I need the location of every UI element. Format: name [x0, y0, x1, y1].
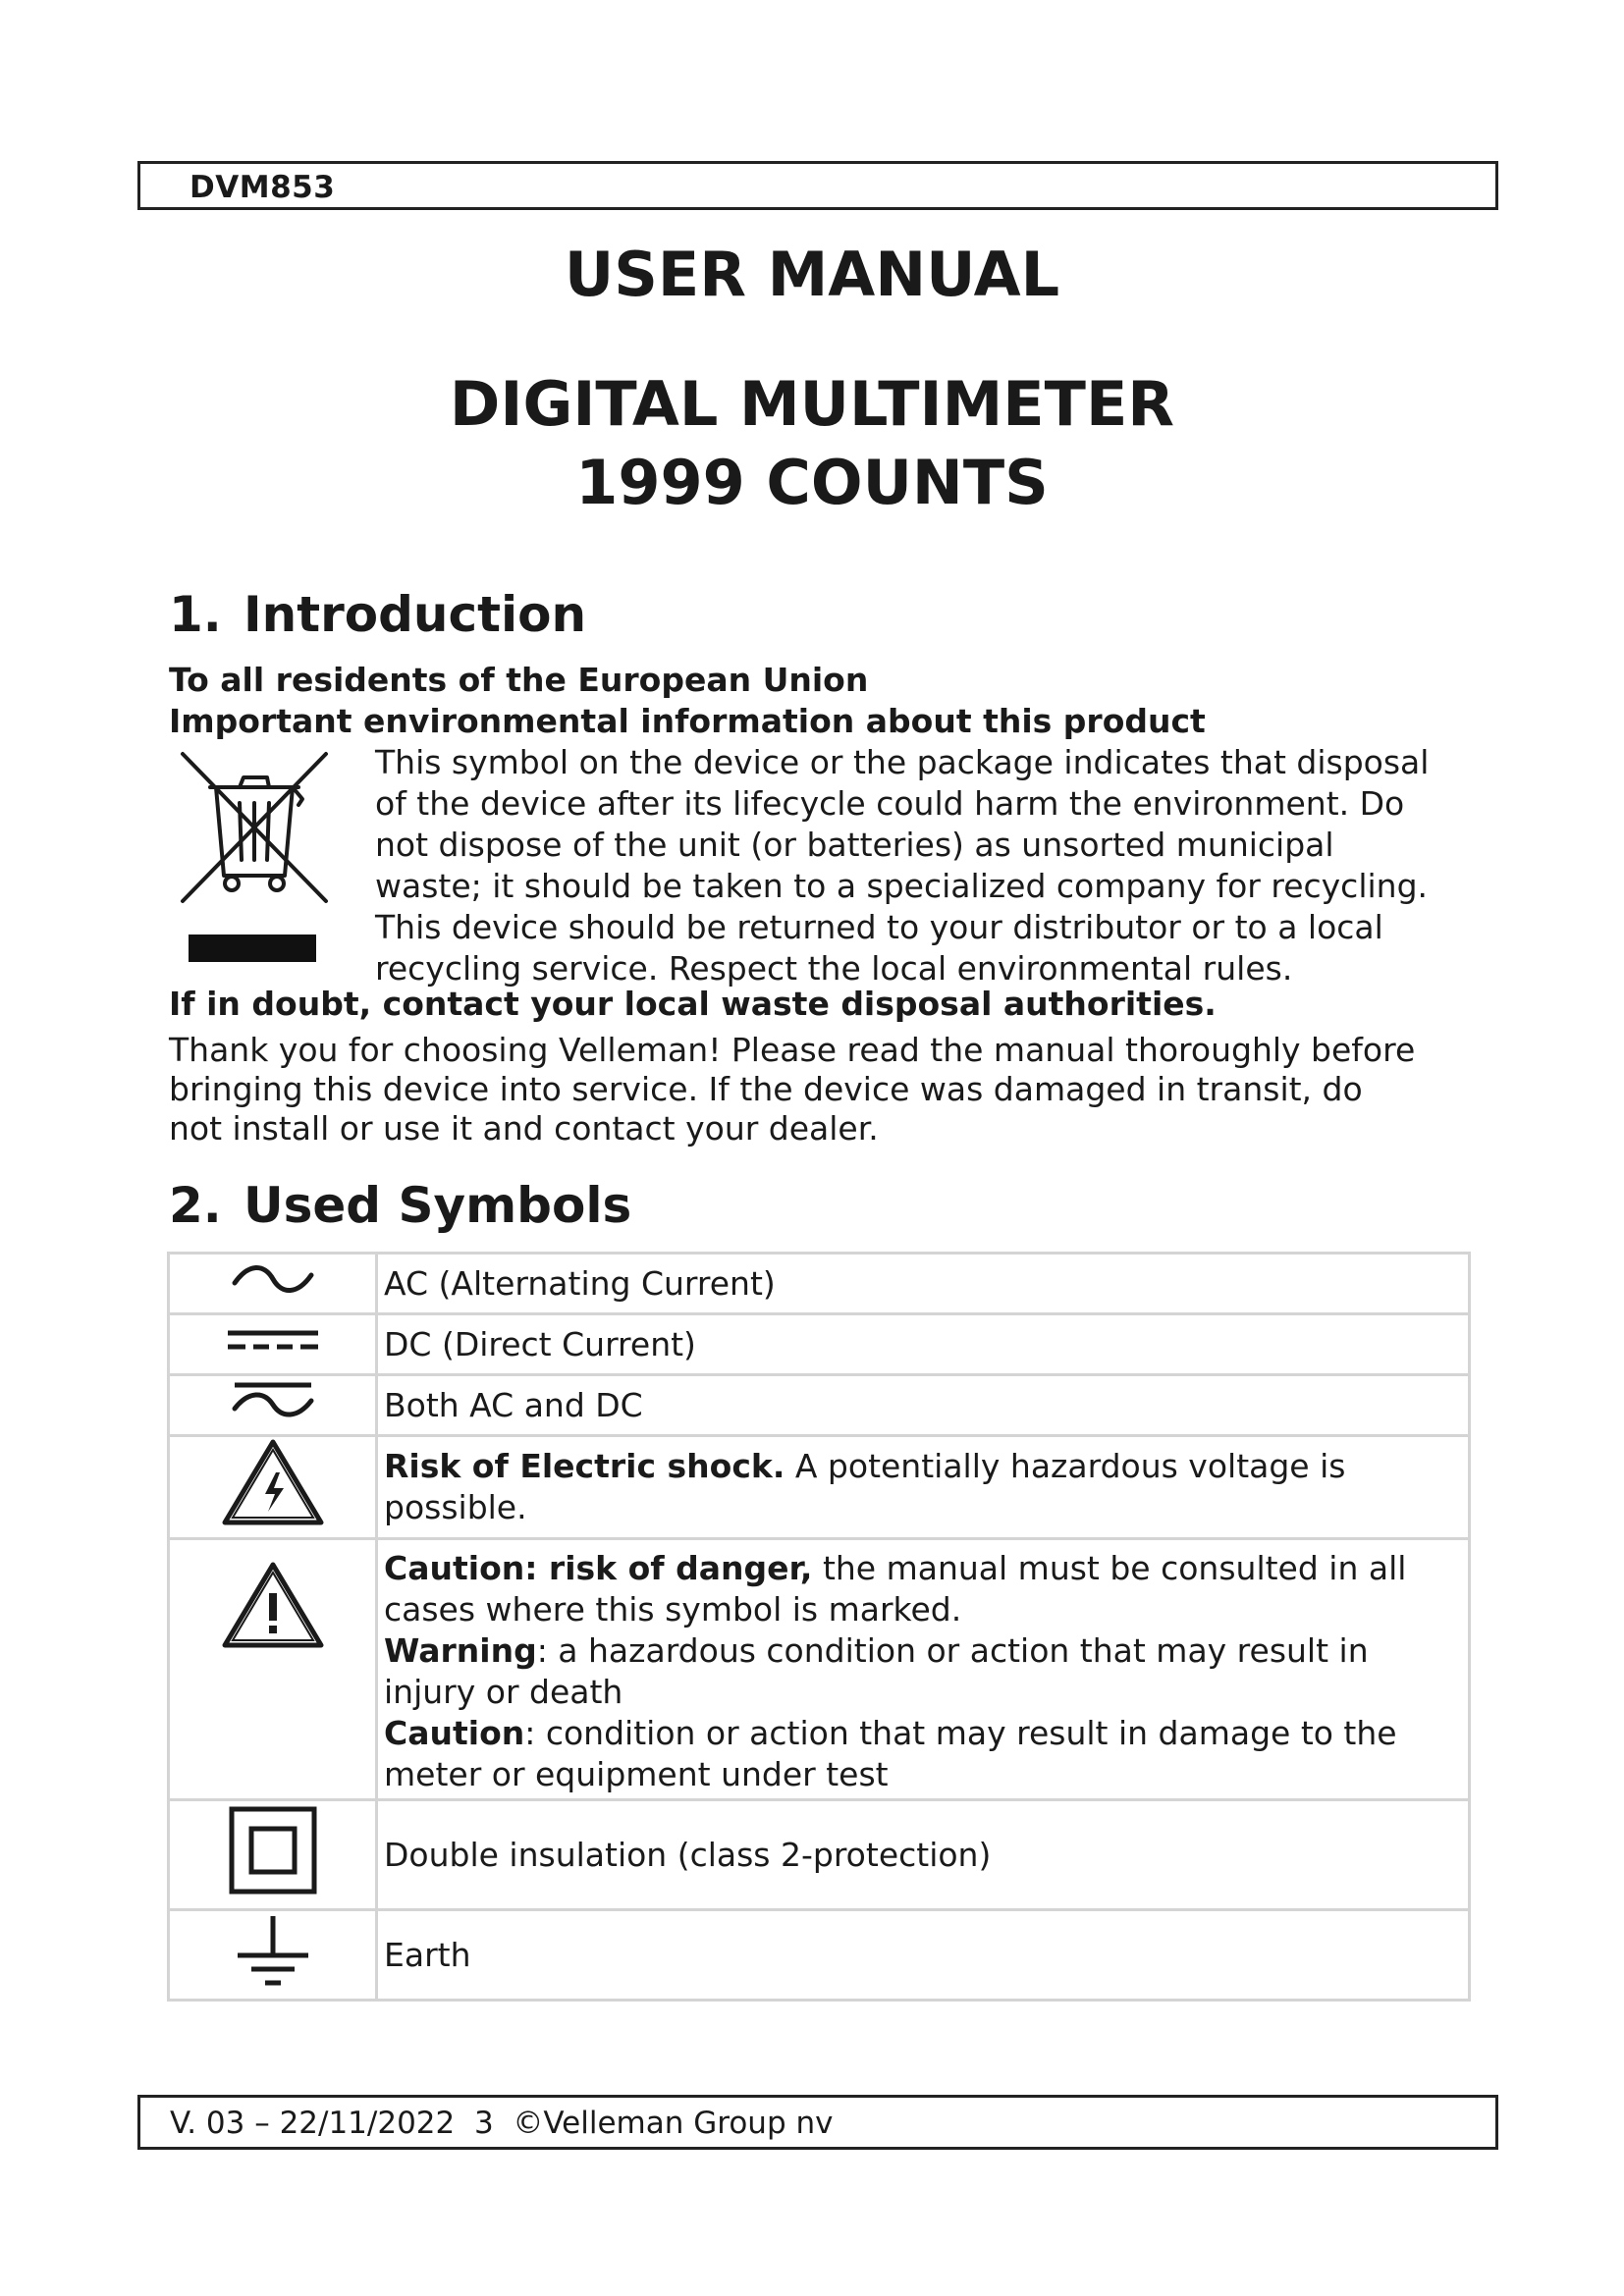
- section-heading-introduction: [169, 585, 586, 644]
- caution-warning-icon: [219, 1560, 327, 1650]
- electric-shock-warning-icon: [219, 1437, 327, 1527]
- weee-line: of the device after its lifecycle could harm the environment. Do: [375, 784, 1405, 823]
- title-digital-multimeter: DIGITAL MULTIMETER: [449, 368, 1175, 440]
- thanks-paragraph: [169, 1031, 1415, 1148]
- symbol-cell: [169, 1254, 377, 1314]
- table-row: [169, 1800, 1470, 1910]
- environmental-info-line: Important environmental information about this product: [169, 702, 1206, 740]
- symbol-description: Both AC and DC: [377, 1375, 1470, 1436]
- symbol-description: AC (Alternating Current): [377, 1254, 1470, 1314]
- symbol-description: Earth: [377, 1910, 1470, 2001]
- symbol-cell: [169, 1910, 377, 2001]
- weee-paragraph: [375, 742, 1429, 989]
- header-box: [137, 161, 1498, 210]
- weee-line: waste; it should be taken to a specialized company for recycling.: [375, 867, 1429, 905]
- thanks-line: Thank you for choosing Velleman! Please read the manual thoroughly before: [169, 1031, 1416, 1069]
- weee-line: recycling service. Respect the local environmental rules.: [375, 949, 1293, 988]
- symbols-table: [167, 1252, 1471, 2002]
- section-number: 1.: [169, 586, 222, 643]
- dc-symbol-icon: [224, 1323, 322, 1357]
- footer-text: V. 03 – 22/11/2022 3 ©Velleman Group nv: [170, 2106, 834, 2141]
- symbol-description-bold: Risk of Electric shock.: [384, 1447, 785, 1485]
- symbol-description: DC (Direct Current): [377, 1314, 1470, 1375]
- model-label: DVM853: [189, 170, 336, 205]
- table-row: [169, 1436, 1470, 1539]
- symbol-cell: [169, 1436, 377, 1539]
- ac-dc-symbol-icon: [229, 1379, 317, 1422]
- weee-line: This device should be returned to your distributor or to a local: [375, 908, 1383, 946]
- symbol-cell: [169, 1800, 377, 1910]
- table-row: [169, 1375, 1470, 1436]
- caution-text: the manual must be consulted in all cases where this symbol is marked.: [384, 1549, 1407, 1629]
- table-row: [169, 1314, 1470, 1375]
- section-title: Introduction: [244, 586, 587, 643]
- caution-label: Caution: risk of danger,: [384, 1549, 813, 1587]
- warning-text: : a hazardous condition or action that may result in injury or death: [384, 1631, 1369, 1711]
- symbol-cell: [169, 1314, 377, 1375]
- symbol-description: Double insulation (class 2-protection): [377, 1800, 1470, 1910]
- section-number: 2.: [169, 1177, 222, 1234]
- earth-ground-icon: [234, 1914, 312, 1987]
- footer-box: [137, 2095, 1498, 2150]
- caution2-text: : condition or action that may result in damage to the meter or equipment under test: [384, 1714, 1397, 1793]
- weee-crossed-bin-icon: [175, 748, 332, 966]
- symbol-description-text: A potentially hazardous voltage is possible.: [384, 1447, 1346, 1526]
- symbol-cell: [169, 1375, 377, 1436]
- eu-residents-line: To all residents of the European Union: [169, 661, 869, 699]
- weee-line: This symbol on the device or the package indicates that disposal: [375, 743, 1430, 781]
- ac-symbol-icon: [229, 1259, 317, 1299]
- warning-label: Warning: [384, 1631, 537, 1670]
- section-title: Used Symbols: [244, 1177, 632, 1234]
- double-insulation-icon: [228, 1805, 318, 1896]
- symbol-cell: [169, 1539, 377, 1800]
- title-user-manual: USER MANUAL: [564, 239, 1060, 310]
- weee-line: not dispose of the unit (or batteries) as unsorted municipal: [375, 826, 1334, 864]
- table-row: [169, 1539, 1470, 1800]
- symbol-description: [377, 1436, 1470, 1539]
- table-row: [169, 1910, 1470, 2001]
- title-counts: 1999 COUNTS: [575, 447, 1049, 518]
- section-heading-used-symbols: [169, 1176, 631, 1235]
- caution2-label: Caution: [384, 1714, 525, 1752]
- doubt-contact-line: If in doubt, contact your local waste disposal authorities.: [169, 985, 1217, 1023]
- table-row: [169, 1254, 1470, 1314]
- thanks-line: bringing this device into service. If the device was damaged in transit, do: [169, 1070, 1363, 1108]
- thanks-line: not install or use it and contact your dealer.: [169, 1109, 879, 1148]
- symbol-description: [377, 1539, 1470, 1800]
